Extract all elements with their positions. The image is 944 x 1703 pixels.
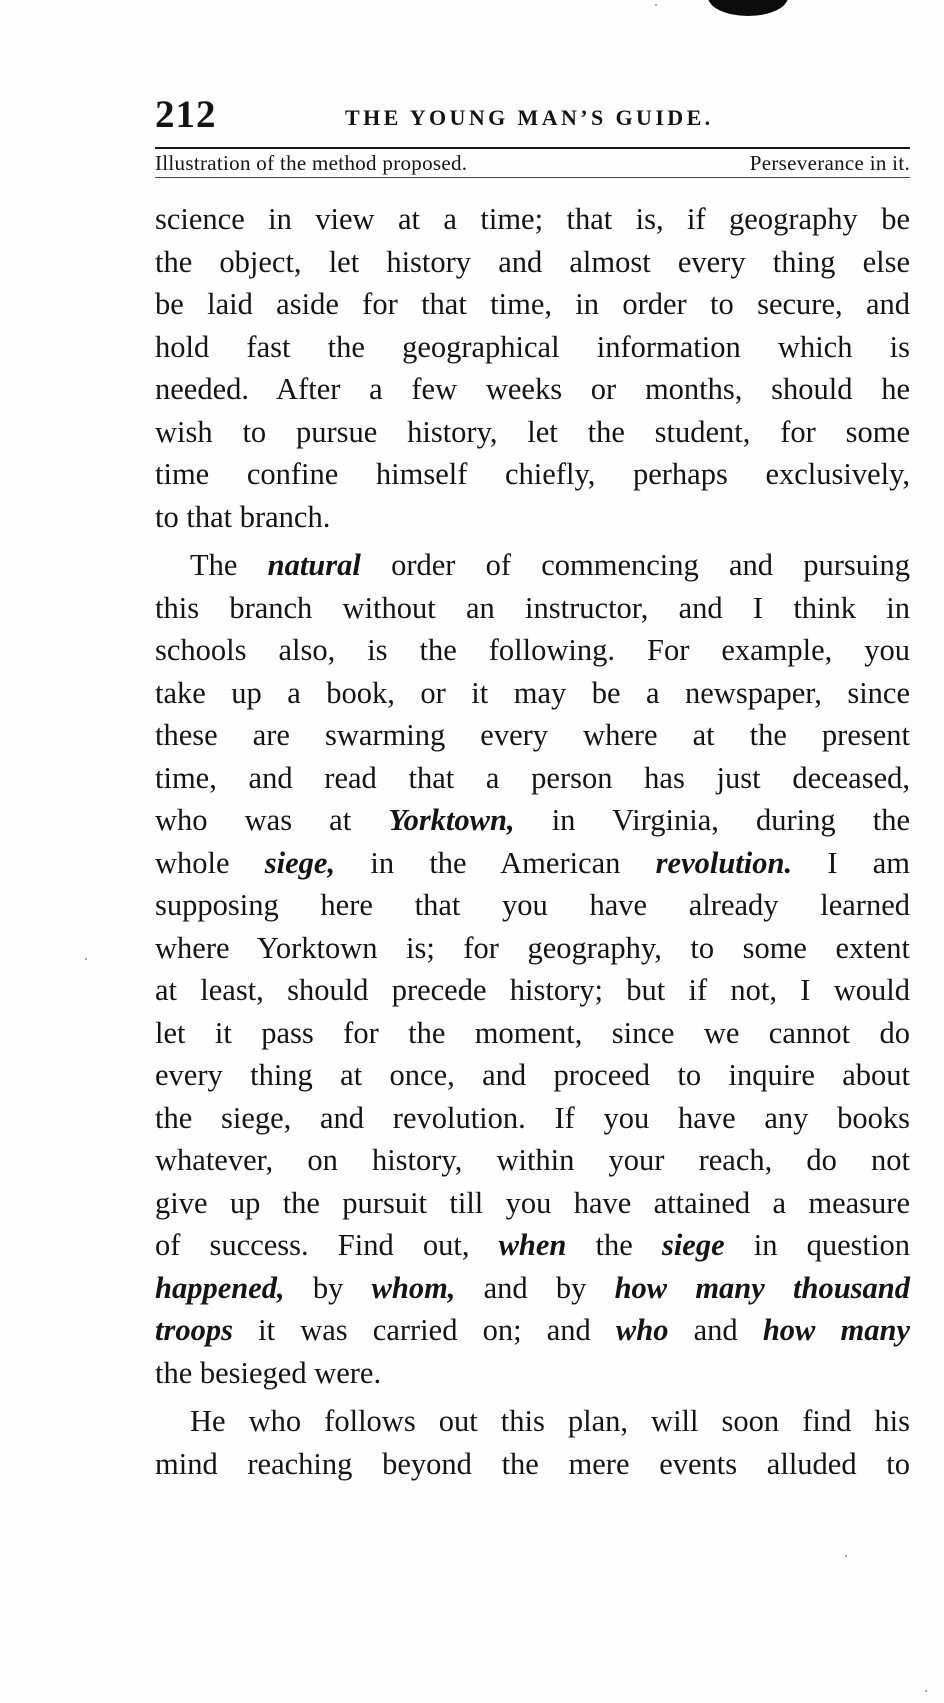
paragraph	[155, 544, 910, 1394]
text-line: time, and read that a person has just deceased,	[155, 760, 910, 795]
italic-word: whom,	[371, 1270, 456, 1305]
italic-word: revolution.	[655, 845, 793, 880]
section-subheading	[155, 151, 910, 177]
italic-word: who	[615, 1313, 669, 1347]
text-line: who was at Yorktown, in Virginia, during the	[155, 803, 910, 837]
paper-speck	[655, 4, 657, 6]
text-line: science in view at a time; that is, if geography be	[155, 202, 910, 236]
text-line: hold fast the geographical information which is	[155, 329, 910, 364]
text-line: wish to pursue history, let the student, for some	[155, 414, 910, 449]
text-line: at least, should precede history; but if not, I would	[155, 973, 910, 1007]
italic-word: how many thousand	[614, 1270, 910, 1305]
text-line: the besieged were.	[155, 1355, 382, 1390]
text-line: whatever, on history, within your reach, do not	[155, 1143, 910, 1177]
subheading-left: Illustration of the method proposed.	[155, 151, 468, 175]
paragraph	[155, 198, 910, 538]
text-line: give up the pursuit till you have attained a measure	[155, 1185, 910, 1220]
italic-word: when	[498, 1228, 567, 1262]
italic-word: happened,	[155, 1270, 285, 1305]
text-line: these are swarming every where at the present	[155, 718, 910, 752]
paper-speck	[845, 1555, 847, 1557]
text-line: be laid aside for that time, in order to secure, and	[155, 287, 910, 321]
text-line: He who follows out this plan, will soon find his	[190, 1404, 910, 1438]
text-line: happened, by whom, and by how many thousand	[155, 1270, 910, 1305]
text-line: troops it was carried on; and who and how many	[155, 1313, 910, 1347]
text-line: mind reaching beyond the mere events alluded to	[155, 1446, 910, 1481]
header-rule	[155, 147, 910, 149]
italic-word: how many	[762, 1313, 910, 1347]
page-header	[155, 92, 910, 140]
text-line: The natural order of commencing and pursuing	[190, 548, 910, 582]
paper-speck	[85, 958, 87, 960]
text-line: supposing here that you have already learned	[155, 888, 910, 922]
text-line: where Yorktown is; for geography, to some extent	[155, 930, 910, 965]
text-line: of success. Find out, when the siege in question	[155, 1228, 910, 1262]
subheading-rule	[155, 177, 910, 178]
running-title: THE YOUNG MAN’S GUIDE.	[345, 105, 714, 130]
text-line: let it pass for the moment, since we cannot do	[155, 1015, 910, 1050]
italic-word: siege,	[264, 845, 336, 880]
page-number: 212	[155, 93, 217, 136]
text-line: the object, let history and almost every thing else	[155, 244, 910, 279]
body-text	[155, 198, 910, 1485]
subheading-right: Perseverance in it.	[749, 151, 910, 175]
paragraph	[155, 1400, 910, 1485]
text-line: whole siege, in the American revolution. I am	[155, 845, 911, 880]
text-line: time confine himself chiefly, perhaps exclusively,	[155, 457, 910, 491]
italic-word: Yorktown,	[388, 803, 515, 837]
text-line: schools also, is the following. For example, you	[155, 633, 910, 667]
text-line: this branch without an instructor, and I think in	[155, 590, 910, 625]
text-line: every thing at once, and proceed to inquire about	[155, 1058, 910, 1092]
italic-word: siege	[661, 1228, 725, 1262]
ink-blot	[708, 0, 788, 16]
text-line: to that branch.	[155, 499, 331, 534]
text-line: needed. After a few weeks or months, should he	[155, 372, 910, 406]
italic-word: natural	[267, 548, 361, 582]
italic-word: troops	[155, 1313, 233, 1347]
text-line: take up a book, or it may be a newspaper, since	[155, 675, 910, 710]
text-line: the siege, and revolution. If you have any books	[155, 1100, 910, 1135]
paper-speck	[925, 1690, 927, 1692]
